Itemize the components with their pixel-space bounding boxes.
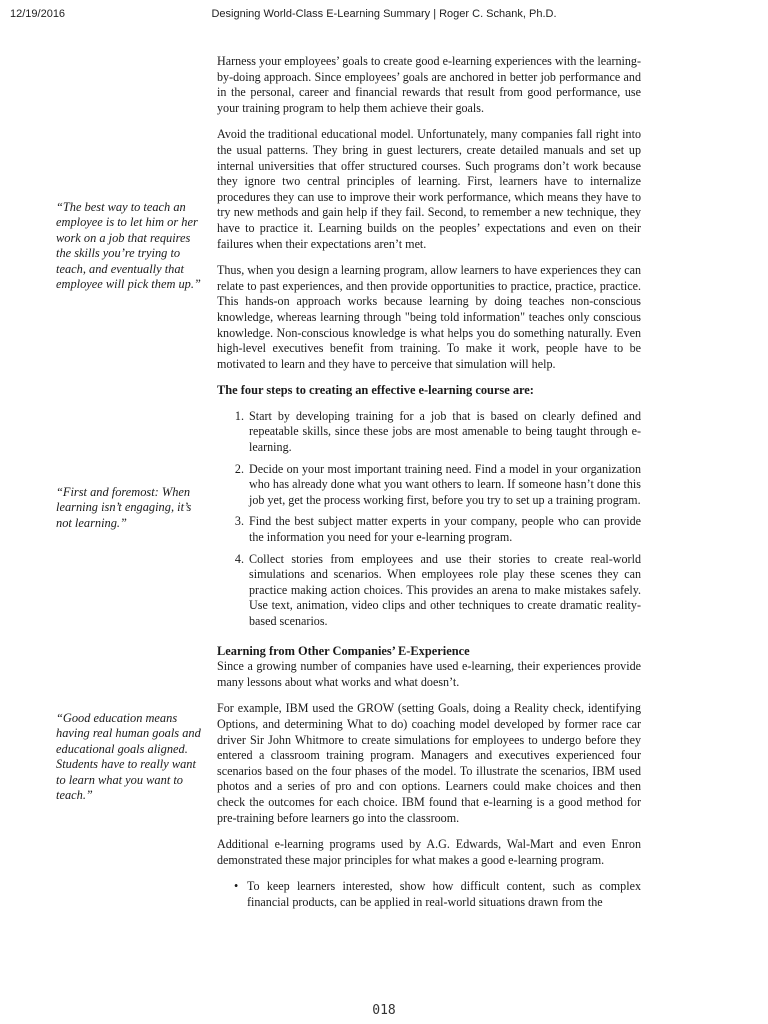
bullet-item: • To keep learners interested, show how difficult content, such as complex financial products, can be applied in real-world situations drawn from the [247,879,641,910]
paragraph-1: Harness your employees’ goals to create good e-learning experiences with the learning-by-doing approach. Since employees’ goals are anchored in better job performance and in the personal, career and financial rewards that result from good performance, use your training program to help them achieve their goals. [217,54,641,115]
header-date: 12/19/2016 [10,8,66,20]
step-item: 1. Start by developing training for a job that is based on clearly defined and repeatable skills, since these jobs are most amenable to being taught through e-learning. [247,409,641,456]
step-item: 2. Decide on your most important training need. Find a model in your organization who has already done what you want others to learn. If someone hasn’t done this job yet, get the process working first, before you try to set up a training program. [247,462,641,509]
steps-heading: The four steps to creating an effective e-learning course are: [217,383,534,398]
step-item: 4. Collect stories from employees and use their stories to create real-world simulations and scenarios. When employees role play these scenes they can practice making action choices. This provides an arena to make mistakes safely. Use text, animation, video clips and other techniques to create dramatic reality-based scenarios. [247,552,641,630]
steps-list [217,409,641,630]
paragraph-5: For example, IBM used the GROW (setting Goals, doing a Reality check, identifying Options, and determining What to do) coaching model developed by former race car driver Sir John Whitmore to create simulations for employees to undergo before they entered a classroom training program. Managers and executives experienced four scenarios based on the four phases of the model. To illustrate the scenarios, IBM used photos and a series of pro and con options. Learners could make choices and then check the outcomes for each choice. IBM found that e-learning is a good method for pre-training before learners go into the classroom. [217,701,641,825]
pull-quote-2: “First and foremost: When learning isn’t engaging, it’s not learning.” [56,485,192,530]
header-title: Designing World-Class E-Learning Summary | Roger C. Schank, Ph.D. [211,8,557,20]
section-heading: Learning from Other Companies’ E-Experience [217,643,470,658]
step-item: 3. Find the best subject matter experts in your company, people who can provide the information you need for your e-learning program. [247,514,641,545]
page-number: 018 [372,1003,396,1018]
pull-quote-1: “The best way to teach an employee is to let him or her work on a job that requires the skills you’re trying to teach, and eventually that employee will pick them up.” [56,200,201,292]
pull-quote-3: “Good education means having real human goals and educational goals aligned. Students have to really want to learn what you want to teach.” [56,711,201,803]
body-column [217,54,641,911]
paragraph-2: Avoid the traditional educational model. Unfortunately, many companies fall right into the usual patterns. They bring in guest lecturers, create detailed manuals and set up internal universities that offer structured courses. Such programs don’t work because they ignore two central principles of learning. First, learners have to internalize procedures they can use to improve their work performance, which means they have to try new methods and gain help if they fail. Second, to remember a new technique, they have to practice it. Learning builds on the peoples’ expectations and even on their failures when their expectations aren’t met. [217,127,641,251]
paragraph-6: Additional e-learning programs used by A.G. Edwards, Wal-Mart and even Enron demonstrated these major principles for what makes a good e-learning program. [217,837,641,867]
paragraph-3: Thus, when you design a learning program, allow learners to have experiences they can relate to past experiences, and then provide opportunities to practice, practice, practice. This hands-on approach works because learning by doing teaches non-conscious knowledge, whereas learning through "being told information" teaches only conscious knowledge. Non-conscious knowledge is what helps you do something naturally. Even high-level executives benefit from training. To make it work, people have to be motivated to learn and they have to perceive that simulation will help. [217,263,641,371]
bullet-list [217,879,641,910]
paragraph-4: Since a growing number of companies have used e-learning, their experiences provide many lessons about what works and what doesn’t. [217,659,641,689]
